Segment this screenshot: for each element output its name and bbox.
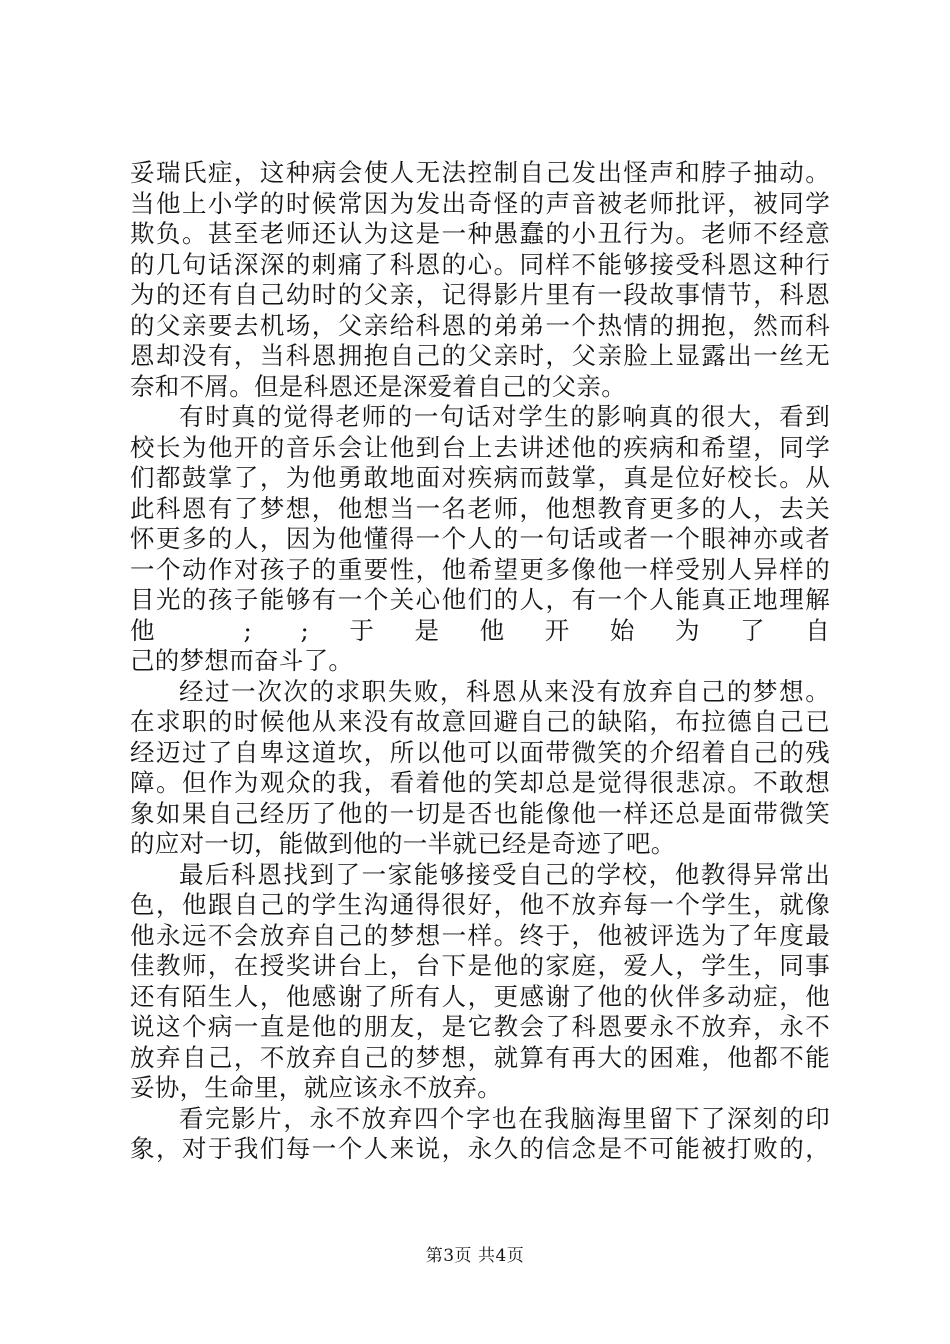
text-line: 们都鼓掌了，为他勇敢地面对疾病而鼓掌，真是位好校长。从 xyxy=(130,463,830,492)
text-line: 妥瑞氏症，这种病会使人无法控制自己发出怪声和脖子抽动。 xyxy=(130,158,830,187)
text-line: 己的梦想而奋斗了。 xyxy=(130,646,354,675)
text-line: 当他上小学的时候常因为发出奇怪的声音被老师批评，被同学 xyxy=(130,188,830,218)
text-line: 一个动作对孩子的重要性，他希望更多像他一样受别人异样的 xyxy=(130,554,830,584)
text-line: 经过一次次的求职失败，科恩从来没有放弃自己的梦想。 xyxy=(179,676,830,706)
text-line: 他 ; ;于是他开始为了自 xyxy=(130,615,830,645)
text-line: 的应对一切，能做到他的一半就已经是奇迹了吧。 xyxy=(130,829,676,858)
text-line: 的父亲要去机场，父亲给科恩的弟弟一个热情的拥抱，然而科 xyxy=(130,310,830,340)
text-line: 为的还有自己幼时的父亲，记得影片里有一段故事情节，科恩 xyxy=(130,280,830,309)
text-line: 象如果自己经历了他的一切是否也能像他一样还总是面带微笑 xyxy=(130,798,830,828)
text-line: 校长为他开的音乐会让他到台上去讲述他的疾病和希望，同学 xyxy=(130,432,830,462)
text-line: 此科恩有了梦想，他想当一名老师，他想教育更多的人，去关 xyxy=(130,493,830,523)
text-line: 有时真的觉得老师的一句话对学生的影响真的很大，看到 xyxy=(179,402,830,431)
text-line: 目光的孩子能够有一个关心他们的人，有一个人能真正地理解 xyxy=(130,585,830,614)
text-line: 恩却没有，当科恩拥抱自己的父亲时，父亲脸上显露出一丝无 xyxy=(130,341,830,370)
text-line: 看完影片，永不放弃四个字也在我脑海里留下了深刻的印 xyxy=(179,1103,830,1133)
text-line: 还有陌生人，他感谢了所有人，更感谢了他的伙伴多动症，他 xyxy=(130,981,830,1011)
text-line: 怀更多的人，因为他懂得一个人的一句话或者一个眼神亦或者 xyxy=(130,524,830,553)
text-line: 最后科恩找到了一家能够接受自己的学校，他教得异常出 xyxy=(179,859,830,889)
text-line: 象，对于我们每一个人来说，永久的信念是不可能被打败的， xyxy=(130,1134,830,1163)
text-line: 经迈过了自卑这道坎，所以他可以面带微笑的介绍着自己的残 xyxy=(130,737,830,767)
text-line: 欺负。甚至老师还认为这是一种愚蠢的小丑行为。老师不经意 xyxy=(130,219,830,248)
text-line: 佳教师，在授奖讲台上，台下是他的家庭，爱人，学生，同事 xyxy=(130,951,830,980)
text-line: 说这个病一直是他的朋友，是它教会了科恩要永不放弃，永不 xyxy=(130,1012,830,1041)
text-line: 障。但作为观众的我，看着他的笑却总是觉得很悲凉。不敢想 xyxy=(130,768,830,797)
page-number-footer: 第3页 共4页 xyxy=(425,1246,525,1266)
body-text xyxy=(130,158,830,1165)
text-line: 在求职的时候他从来没有故意回避自己的缺陷，布拉德自己已 xyxy=(130,707,830,736)
text-line: 妥协，生命里，就应该永不放弃。 xyxy=(130,1073,502,1102)
text-line: 他永远不会放弃自己的梦想一样。终于，他被评选为了年度最 xyxy=(130,920,830,950)
text-line: 奈和不屑。但是科恩还是深爱着自己的父亲。 xyxy=(130,371,626,401)
text-line: 放弃自己，不放弃自己的梦想，就算有再大的困难，他都不能 xyxy=(130,1042,830,1072)
text-line: 色，他跟自己的学生沟通得很好，他不放弃每一个学生，就像 xyxy=(130,890,830,919)
text-line: 的几句话深深的刺痛了科恩的心。同样不能够接受科恩这种行 xyxy=(130,249,830,279)
